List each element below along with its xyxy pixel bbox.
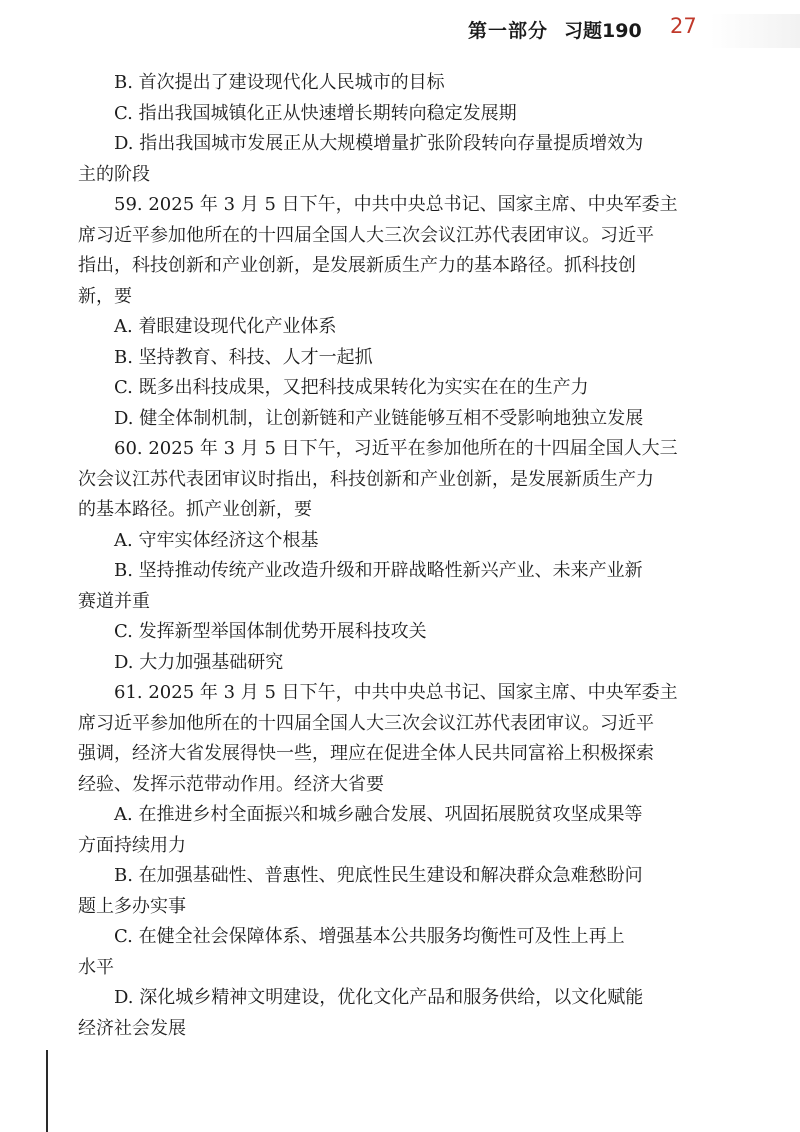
question-text-body bbox=[78, 68, 688, 1044]
text-line: 61. 2025 年 3 月 5 日下午，中共中央总书记、国家主席、中央军委主 bbox=[114, 682, 678, 703]
text-line: D. 指出我国城市发展正从大规模增量扩张阶段转向存量提质增效为 bbox=[114, 133, 644, 154]
binding-edge-line bbox=[46, 1050, 48, 1132]
text-line: C. 发挥新型举国体制优势开展科技攻关 bbox=[114, 621, 427, 642]
text-line: A. 着眼建设现代化产业体系 bbox=[114, 316, 337, 337]
text-line: 主的阶段 bbox=[78, 163, 150, 185]
text-line: 60. 2025 年 3 月 5 日下午，习近平在参加他所在的十四届全国人大三 bbox=[114, 438, 678, 459]
header-section: 第一部分 bbox=[468, 20, 549, 42]
text-line: 经济社会发展 bbox=[78, 1017, 186, 1039]
text-line: 水平 bbox=[78, 956, 114, 978]
text-line: 次会议江苏代表团审议时指出，科技创新和产业创新，是发展新质生产力 bbox=[78, 468, 654, 490]
text-line: 方面持续用力 bbox=[78, 834, 186, 856]
text-line: D. 深化城乡精神文明建设，优化文化产品和服务供给，以文化赋能 bbox=[114, 987, 644, 1008]
text-line: 指出，科技创新和产业创新，是发展新质生产力的基本路径。抓科技创 bbox=[78, 255, 636, 276]
page-edge-shadow bbox=[710, 14, 800, 48]
text-line: A. 在推进乡村全面振兴和城乡融合发展、巩固拓展脱贫攻坚成果等 bbox=[114, 804, 643, 825]
text-line: 新，要 bbox=[78, 285, 132, 307]
text-line: 强调，经济大省发展得快一些，理应在促进全体人民共同富裕上积极探索 bbox=[78, 743, 654, 764]
text-line: 经验、发挥示范带动作用。经济大省要 bbox=[78, 773, 384, 795]
text-line: C. 在健全社会保障体系、增强基本公共服务均衡性可及性上再上 bbox=[114, 926, 625, 947]
page-number: 27 bbox=[670, 14, 697, 38]
text-line: 席习近平参加他所在的十四届全国人大三次会议江苏代表团审议。习近平 bbox=[78, 224, 654, 246]
text-line: 的基本路径。抓产业创新，要 bbox=[78, 499, 312, 520]
text-line: 席习近平参加他所在的十四届全国人大三次会议江苏代表团审议。习近平 bbox=[78, 712, 654, 734]
text-line: D. 健全体制机制，让创新链和产业链能够互相不受影响地独立发展 bbox=[114, 407, 644, 429]
text-line: 赛道并重 bbox=[78, 590, 150, 612]
running-header bbox=[468, 16, 642, 46]
text-line: C. 指出我国城镇化正从快速增长期转向稳定发展期 bbox=[114, 102, 517, 124]
text-line: C. 既多出科技成果，又把科技成果转化为实实在在的生产力 bbox=[114, 377, 589, 398]
text-line: B. 首次提出了建设现代化人民城市的目标 bbox=[114, 72, 445, 93]
text-line: B. 在加强基础性、普惠性、兜底性民生建设和解决群众急难愁盼问 bbox=[114, 865, 643, 886]
text-line: 59. 2025 年 3 月 5 日下午，中共中央总书记、国家主席、中央军委主 bbox=[114, 194, 678, 215]
header-title: 习题190 bbox=[564, 20, 642, 42]
text-line: 题上多办实事 bbox=[78, 895, 186, 917]
text-line: B. 坚持教育、科技、人才一起抓 bbox=[114, 346, 373, 368]
text-line: A. 守牢实体经济这个根基 bbox=[114, 529, 319, 551]
text-line: D. 大力加强基础研究 bbox=[114, 651, 284, 673]
text-line: B. 坚持推动传统产业改造升级和开辟战略性新兴产业、未来产业新 bbox=[114, 560, 643, 581]
